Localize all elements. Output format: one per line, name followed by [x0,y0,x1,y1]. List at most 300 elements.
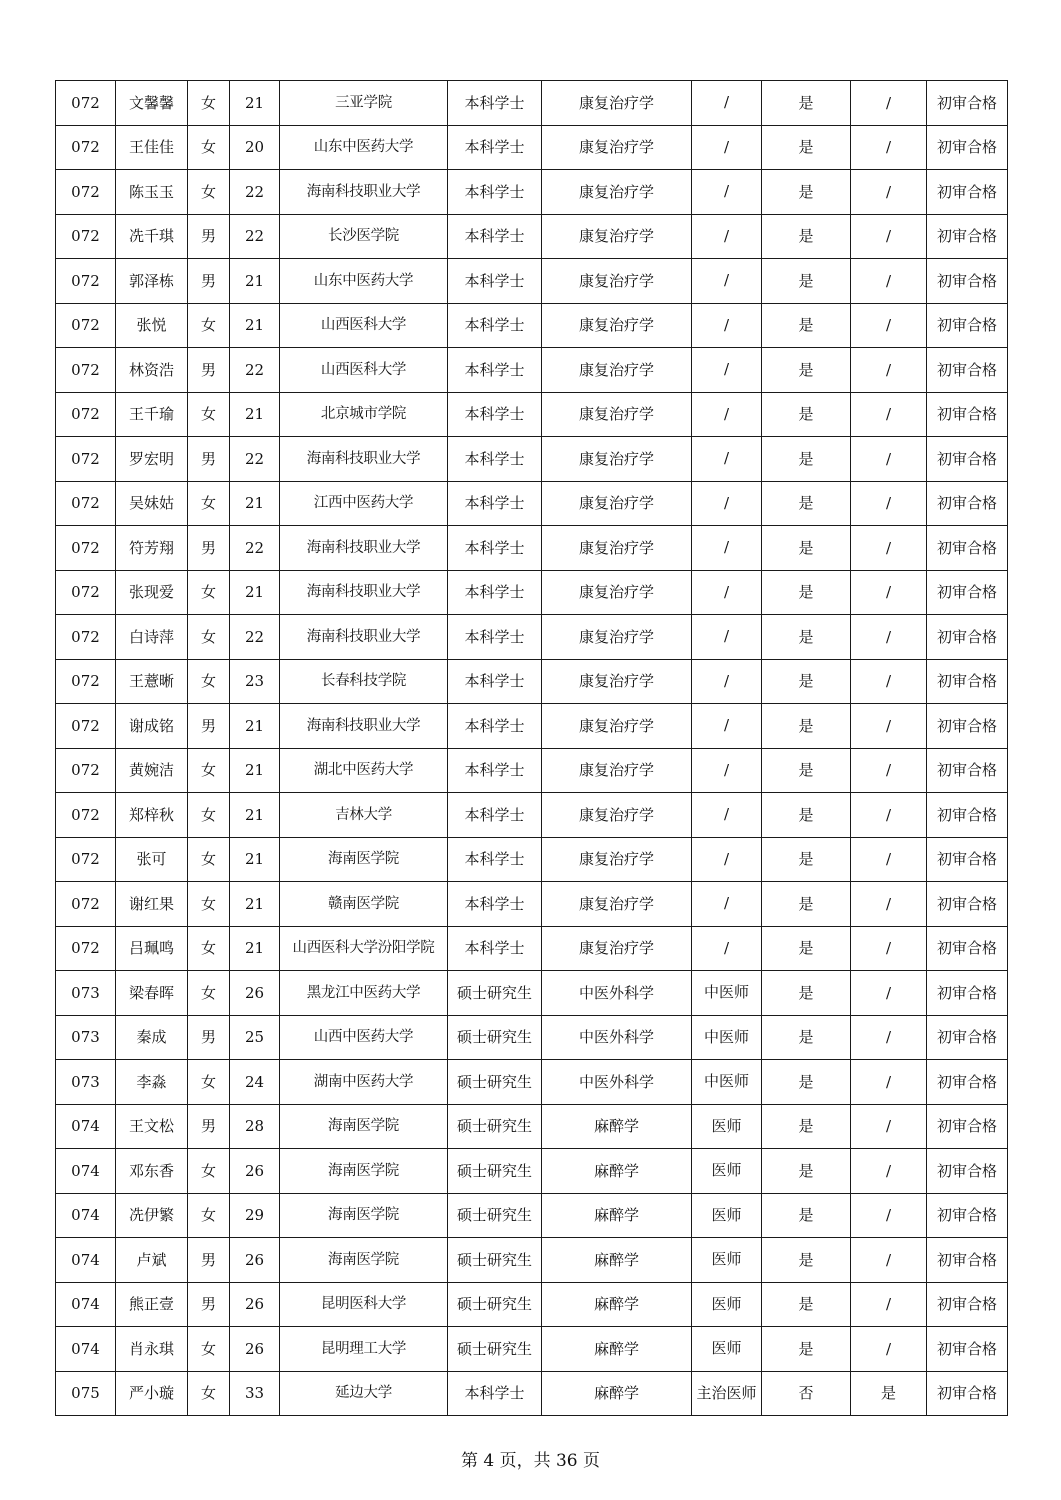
qualification-cell: / [692,437,762,482]
post-code-cell: 072 [56,882,116,927]
review-result-cell: 初审合格 [927,1282,1008,1327]
review-result-cell: 初审合格 [927,259,1008,304]
major-cell: 麻醉学 [542,1193,692,1238]
qualification-cell: 医师 [692,1238,762,1283]
gender-cell: 女 [188,1193,230,1238]
age-cell: 33 [230,1371,280,1416]
post-code-cell: 072 [56,659,116,704]
review-result-cell: 初审合格 [927,1149,1008,1194]
table-row [56,526,1008,571]
name-cell: 郑梓秋 [116,793,188,838]
name-cell: 符芳翔 [116,526,188,571]
table-row [56,1104,1008,1149]
degree-cell: 本科学士 [448,526,542,571]
school-cell: 湖南中医药大学 [280,1060,448,1105]
review-result-cell: 初审合格 [927,1060,1008,1105]
degree-cell: 本科学士 [448,748,542,793]
table-row [56,170,1008,215]
degree-cell: 本科学士 [448,882,542,927]
flag-b-cell: / [851,526,927,571]
qualification-cell: / [692,926,762,971]
review-result-cell: 初审合格 [927,793,1008,838]
name-cell: 冼伊繁 [116,1193,188,1238]
gender-cell: 女 [188,659,230,704]
degree-cell: 本科学士 [448,125,542,170]
school-cell: 延边大学 [280,1371,448,1416]
post-code-cell: 072 [56,481,116,526]
age-cell: 21 [230,793,280,838]
post-code-cell: 075 [56,1371,116,1416]
degree-cell: 硕士研究生 [448,1149,542,1194]
major-cell: 麻醉学 [542,1371,692,1416]
qualification-cell: / [692,303,762,348]
name-cell: 郭泽栋 [116,259,188,304]
review-result-cell: 初审合格 [927,348,1008,393]
degree-cell: 本科学士 [448,837,542,882]
applicant-table [55,80,1008,1416]
gender-cell: 女 [188,1060,230,1105]
flag-a-cell: 是 [762,1104,851,1149]
age-cell: 25 [230,1015,280,1060]
degree-cell: 本科学士 [448,259,542,304]
name-cell: 吴妹姑 [116,481,188,526]
flag-b-cell: / [851,570,927,615]
flag-b-cell: / [851,1104,927,1149]
name-cell: 吕珮鸣 [116,926,188,971]
name-cell: 严小璇 [116,1371,188,1416]
major-cell: 麻醉学 [542,1149,692,1194]
flag-a-cell: 是 [762,1193,851,1238]
gender-cell: 女 [188,170,230,215]
age-cell: 26 [230,1238,280,1283]
gender-cell: 女 [188,748,230,793]
name-cell: 文馨馨 [116,81,188,126]
gender-cell: 女 [188,882,230,927]
qualification-cell: 医师 [692,1104,762,1149]
degree-cell: 硕士研究生 [448,1282,542,1327]
table-row [56,1193,1008,1238]
name-cell: 白诗萍 [116,615,188,660]
flag-a-cell: 是 [762,170,851,215]
school-cell: 三亚学院 [280,81,448,126]
name-cell: 王薏晰 [116,659,188,704]
school-cell: 海南医学院 [280,837,448,882]
qualification-cell: / [692,882,762,927]
degree-cell: 本科学士 [448,704,542,749]
degree-cell: 本科学士 [448,392,542,437]
major-cell: 麻醉学 [542,1327,692,1372]
school-cell: 昆明理工大学 [280,1327,448,1372]
major-cell: 康复治疗学 [542,615,692,660]
flag-b-cell: / [851,704,927,749]
age-cell: 24 [230,1060,280,1105]
degree-cell: 硕士研究生 [448,1060,542,1105]
gender-cell: 女 [188,926,230,971]
school-cell: 海南科技职业大学 [280,170,448,215]
qualification-cell: / [692,214,762,259]
flag-a-cell: 是 [762,1238,851,1283]
flag-a-cell: 是 [762,615,851,660]
table-row [56,303,1008,348]
school-cell: 山东中医药大学 [280,125,448,170]
flag-a-cell: 是 [762,392,851,437]
qualification-cell: / [692,125,762,170]
name-cell: 谢红果 [116,882,188,927]
table-row [56,437,1008,482]
flag-a-cell: 是 [762,348,851,393]
gender-cell: 男 [188,1282,230,1327]
name-cell: 秦成 [116,1015,188,1060]
degree-cell: 硕士研究生 [448,1238,542,1283]
review-result-cell: 初审合格 [927,481,1008,526]
age-cell: 21 [230,259,280,304]
age-cell: 22 [230,526,280,571]
gender-cell: 女 [188,971,230,1016]
name-cell: 林资浩 [116,348,188,393]
flag-b-cell: / [851,481,927,526]
school-cell: 吉林大学 [280,793,448,838]
degree-cell: 硕士研究生 [448,1327,542,1372]
major-cell: 康复治疗学 [542,214,692,259]
school-cell: 海南医学院 [280,1238,448,1283]
review-result-cell: 初审合格 [927,1371,1008,1416]
table-row [56,659,1008,704]
gender-cell: 男 [188,259,230,304]
table-row [56,214,1008,259]
degree-cell: 本科学士 [448,81,542,126]
post-code-cell: 072 [56,793,116,838]
major-cell: 中医外科学 [542,1015,692,1060]
age-cell: 22 [230,170,280,215]
flag-b-cell: / [851,170,927,215]
table-row [56,882,1008,927]
review-result-cell: 初审合格 [927,570,1008,615]
flag-b-cell: / [851,837,927,882]
age-cell: 26 [230,1282,280,1327]
flag-b-cell: / [851,793,927,838]
table-row [56,348,1008,393]
flag-a-cell: 是 [762,1327,851,1372]
post-code-cell: 072 [56,392,116,437]
flag-b-cell: / [851,214,927,259]
post-code-cell: 072 [56,926,116,971]
age-cell: 21 [230,303,280,348]
degree-cell: 本科学士 [448,615,542,660]
flag-a-cell: 是 [762,437,851,482]
major-cell: 康复治疗学 [542,704,692,749]
school-cell: 海南医学院 [280,1193,448,1238]
name-cell: 王佳佳 [116,125,188,170]
flag-a-cell: 是 [762,81,851,126]
gender-cell: 女 [188,481,230,526]
post-code-cell: 072 [56,303,116,348]
post-code-cell: 074 [56,1104,116,1149]
table-row [56,971,1008,1016]
major-cell: 康复治疗学 [542,748,692,793]
gender-cell: 女 [188,1149,230,1194]
review-result-cell: 初审合格 [927,704,1008,749]
major-cell: 康复治疗学 [542,882,692,927]
review-result-cell: 初审合格 [927,303,1008,348]
post-code-cell: 074 [56,1327,116,1372]
table-row [56,748,1008,793]
table-row [56,615,1008,660]
post-code-cell: 072 [56,348,116,393]
qualification-cell: 医师 [692,1193,762,1238]
gender-cell: 男 [188,214,230,259]
flag-a-cell: 是 [762,748,851,793]
name-cell: 李淼 [116,1060,188,1105]
age-cell: 21 [230,81,280,126]
qualification-cell: / [692,170,762,215]
post-code-cell: 072 [56,259,116,304]
major-cell: 康复治疗学 [542,437,692,482]
school-cell: 赣南医学院 [280,882,448,927]
post-code-cell: 072 [56,81,116,126]
flag-a-cell: 是 [762,526,851,571]
review-result-cell: 初审合格 [927,1238,1008,1283]
degree-cell: 本科学士 [448,926,542,971]
gender-cell: 女 [188,303,230,348]
major-cell: 康复治疗学 [542,659,692,704]
gender-cell: 男 [188,437,230,482]
qualification-cell: / [692,837,762,882]
flag-b-cell: / [851,1149,927,1194]
review-result-cell: 初审合格 [927,392,1008,437]
qualification-cell: / [692,570,762,615]
review-result-cell: 初审合格 [927,971,1008,1016]
degree-cell: 本科学士 [448,348,542,393]
flag-a-cell: 是 [762,125,851,170]
qualification-cell: / [692,348,762,393]
school-cell: 北京城市学院 [280,392,448,437]
post-code-cell: 072 [56,704,116,749]
degree-cell: 本科学士 [448,437,542,482]
school-cell: 山西中医药大学 [280,1015,448,1060]
degree-cell: 本科学士 [448,793,542,838]
post-code-cell: 074 [56,1238,116,1283]
school-cell: 海南科技职业大学 [280,526,448,571]
table-row [56,125,1008,170]
flag-b-cell: / [851,1193,927,1238]
name-cell: 谢成铭 [116,704,188,749]
age-cell: 20 [230,125,280,170]
gender-cell: 男 [188,1015,230,1060]
qualification-cell: 主治医师 [692,1371,762,1416]
post-code-cell: 072 [56,125,116,170]
gender-cell: 男 [188,348,230,393]
gender-cell: 女 [188,615,230,660]
name-cell: 梁春晖 [116,971,188,1016]
review-result-cell: 初审合格 [927,837,1008,882]
table-row [56,1149,1008,1194]
flag-a-cell: 是 [762,926,851,971]
flag-b-cell: / [851,259,927,304]
qualification-cell: / [692,526,762,571]
age-cell: 21 [230,837,280,882]
qualification-cell: / [692,615,762,660]
degree-cell: 硕士研究生 [448,1015,542,1060]
flag-b-cell: 是 [851,1371,927,1416]
gender-cell: 男 [188,526,230,571]
major-cell: 麻醉学 [542,1282,692,1327]
name-cell: 熊正壹 [116,1282,188,1327]
qualification-cell: / [692,81,762,126]
gender-cell: 女 [188,793,230,838]
age-cell: 21 [230,392,280,437]
post-code-cell: 073 [56,971,116,1016]
flag-b-cell: / [851,437,927,482]
table-row [56,570,1008,615]
age-cell: 26 [230,1327,280,1372]
flag-b-cell: / [851,615,927,660]
age-cell: 29 [230,1193,280,1238]
major-cell: 康复治疗学 [542,793,692,838]
degree-cell: 本科学士 [448,570,542,615]
flag-a-cell: 是 [762,971,851,1016]
school-cell: 昆明医科大学 [280,1282,448,1327]
flag-a-cell: 是 [762,481,851,526]
review-result-cell: 初审合格 [927,1193,1008,1238]
table-row [56,1238,1008,1283]
post-code-cell: 074 [56,1282,116,1327]
flag-b-cell: / [851,659,927,704]
age-cell: 22 [230,437,280,482]
major-cell: 康复治疗学 [542,570,692,615]
qualification-cell: / [692,748,762,793]
qualification-cell: 中医师 [692,1060,762,1105]
gender-cell: 女 [188,125,230,170]
name-cell: 张现爱 [116,570,188,615]
post-code-cell: 073 [56,1015,116,1060]
major-cell: 麻醉学 [542,1104,692,1149]
flag-a-cell: 是 [762,570,851,615]
flag-a-cell: 是 [762,837,851,882]
post-code-cell: 073 [56,1060,116,1105]
post-code-cell: 072 [56,437,116,482]
name-cell: 罗宏明 [116,437,188,482]
age-cell: 26 [230,1149,280,1194]
age-cell: 22 [230,615,280,660]
name-cell: 黄婉洁 [116,748,188,793]
page-number: 第 4 页，共 36 页 [460,1451,601,1471]
flag-a-cell: 是 [762,882,851,927]
major-cell: 康复治疗学 [542,926,692,971]
qualification-cell: / [692,659,762,704]
table-row [56,1015,1008,1060]
flag-a-cell: 是 [762,1015,851,1060]
gender-cell: 男 [188,1238,230,1283]
name-cell: 冼千琪 [116,214,188,259]
table-row [56,793,1008,838]
flag-b-cell: / [851,348,927,393]
review-result-cell: 初审合格 [927,748,1008,793]
table-row [56,1282,1008,1327]
age-cell: 22 [230,348,280,393]
flag-a-cell: 是 [762,1282,851,1327]
post-code-cell: 074 [56,1149,116,1194]
flag-a-cell: 是 [762,1149,851,1194]
school-cell: 长沙医学院 [280,214,448,259]
major-cell: 康复治疗学 [542,259,692,304]
flag-b-cell: / [851,125,927,170]
flag-a-cell: 是 [762,704,851,749]
age-cell: 21 [230,748,280,793]
gender-cell: 女 [188,392,230,437]
school-cell: 山东中医药大学 [280,259,448,304]
major-cell: 康复治疗学 [542,125,692,170]
school-cell: 海南医学院 [280,1149,448,1194]
degree-cell: 本科学士 [448,170,542,215]
review-result-cell: 初审合格 [927,214,1008,259]
table-row [56,259,1008,304]
flag-a-cell: 是 [762,793,851,838]
name-cell: 邓东香 [116,1149,188,1194]
name-cell: 王文松 [116,1104,188,1149]
qualification-cell: / [692,259,762,304]
major-cell: 康复治疗学 [542,481,692,526]
age-cell: 22 [230,214,280,259]
flag-b-cell: / [851,392,927,437]
major-cell: 中医外科学 [542,971,692,1016]
post-code-cell: 072 [56,526,116,571]
major-cell: 麻醉学 [542,1238,692,1283]
flag-b-cell: / [851,1282,927,1327]
post-code-cell: 072 [56,570,116,615]
post-code-cell: 074 [56,1193,116,1238]
flag-b-cell: / [851,1327,927,1372]
qualification-cell: 医师 [692,1149,762,1194]
age-cell: 23 [230,659,280,704]
qualification-cell: / [692,704,762,749]
table-row [56,481,1008,526]
degree-cell: 本科学士 [448,303,542,348]
degree-cell: 本科学士 [448,481,542,526]
qualification-cell: 中医师 [692,971,762,1016]
flag-a-cell: 是 [762,259,851,304]
gender-cell: 女 [188,1327,230,1372]
flag-a-cell: 否 [762,1371,851,1416]
table-row [56,926,1008,971]
flag-b-cell: / [851,1238,927,1283]
name-cell: 卢斌 [116,1238,188,1283]
flag-b-cell: / [851,1060,927,1105]
age-cell: 21 [230,882,280,927]
major-cell: 康复治疗学 [542,303,692,348]
review-result-cell: 初审合格 [927,81,1008,126]
major-cell: 康复治疗学 [542,170,692,215]
qualification-cell: 医师 [692,1327,762,1372]
age-cell: 21 [230,926,280,971]
degree-cell: 硕士研究生 [448,1193,542,1238]
degree-cell: 硕士研究生 [448,1104,542,1149]
applicant-table-body [56,81,1008,1416]
school-cell: 海南科技职业大学 [280,704,448,749]
name-cell: 肖永琪 [116,1327,188,1372]
degree-cell: 硕士研究生 [448,971,542,1016]
qualification-cell: / [692,392,762,437]
school-cell: 山西医科大学汾阳学院 [280,926,448,971]
flag-a-cell: 是 [762,1060,851,1105]
major-cell: 康复治疗学 [542,837,692,882]
school-cell: 海南科技职业大学 [280,437,448,482]
review-result-cell: 初审合格 [927,926,1008,971]
name-cell: 张悦 [116,303,188,348]
flag-a-cell: 是 [762,303,851,348]
age-cell: 28 [230,1104,280,1149]
school-cell: 海南科技职业大学 [280,615,448,660]
flag-b-cell: / [851,882,927,927]
